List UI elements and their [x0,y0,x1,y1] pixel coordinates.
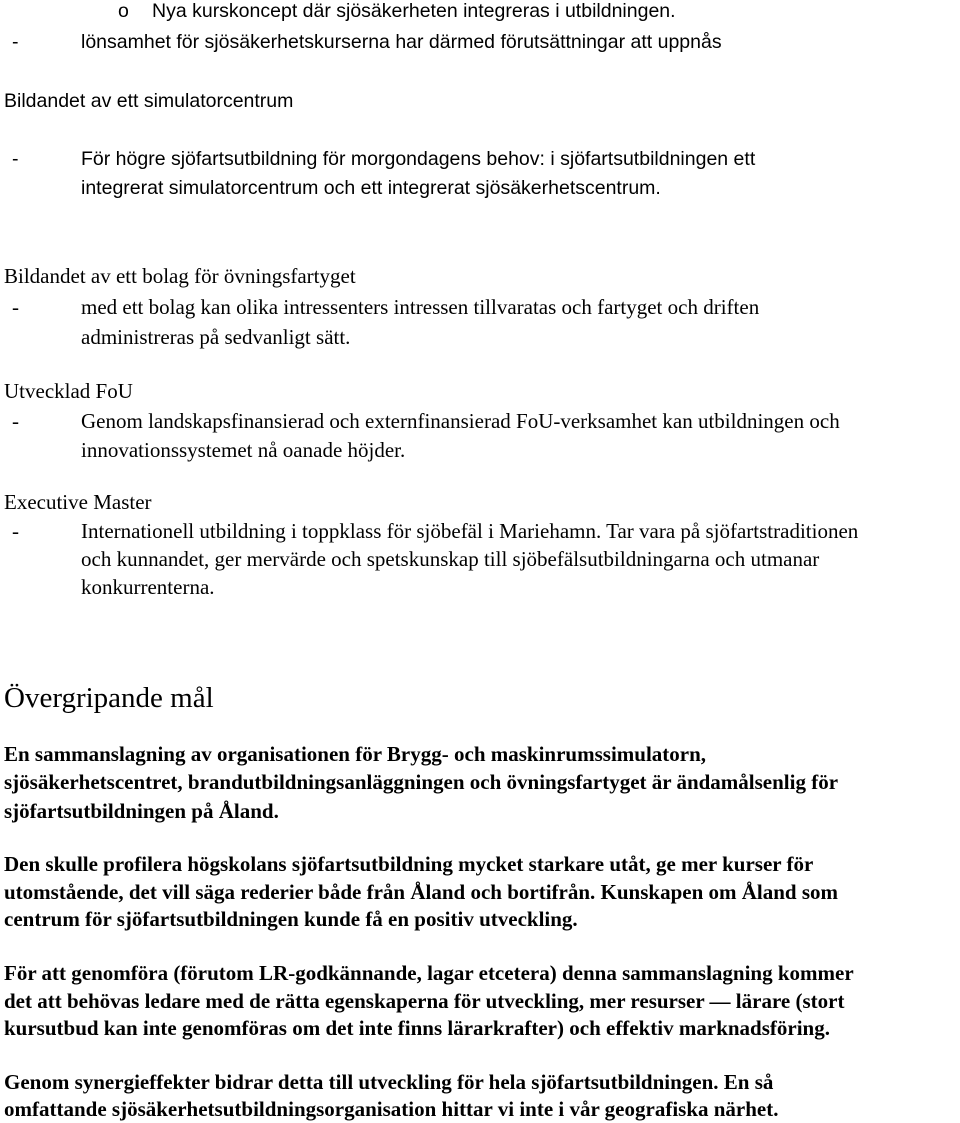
page-heading: Övergripande mål [4,682,214,714]
executive-line-2: och kunnandet, ger mervärde och spetskunskap till sjöbefälsutbildningarna och utmanar [81,547,820,571]
dash-marker: - [12,31,19,53]
simulator-line-2: integrerat simulatorcentrum och ett integrerat sjösäkerhetscentrum. [81,177,661,199]
para2-line-2: utomstående, det vill säga rederier både från Åland och bortifrån. Kunskapen om Åland som [4,880,839,904]
dash-marker: - [12,409,19,433]
para2-line-3: centrum för sjöfartsutbildningen kunde få en positiv utveckling. [4,907,578,931]
dash-marker: - [12,148,19,170]
bolag-line-2: administreras på sedvanligt sätt. [81,325,351,349]
bullet-marker: o [118,0,129,22]
bolag-line-1: med ett bolag kan olika intressenters intressen tillvaratas och fartyget och driften [81,295,760,319]
section-title-bolag: Bildandet av ett bolag för övningsfartyget [4,264,356,288]
para1-line-3: sjöfartsutbildningen på Åland. [4,799,279,823]
dash-marker: - [12,519,19,543]
para4-line-2: omfattande sjösäkerhetsutbildningsorganisation hittar vi inte i vår geografiska närhet. [4,1097,779,1121]
section-title-executive: Executive Master [4,490,152,514]
simulator-line-1: För högre sjöfartsutbildning för morgondagens behov: i sjöfartsutbildningen ett [81,148,756,170]
para2-line-1: Den skulle profilera högskolans sjöfartsutbildning mycket starkare utåt, ge mer kurser för [4,852,814,876]
para3-line-3: kursutbud kan inte genomföras om det inte finns lärarkrafter) och effektiv marknadsföring. [4,1016,830,1040]
para1-line-1: En sammanslagning av organisationen för Brygg- och maskinrumssimulatorn, [4,742,707,766]
intro-dash-text: lönsamhet för sjösäkerhetskurserna har därmed förutsättningar att uppnås [81,31,722,53]
section-title-fou: Utvecklad FoU [4,379,133,403]
executive-line-3: konkurrenterna. [81,575,215,599]
top-bullet-text: Nya kurskoncept där sjösäkerheten integreras i utbildningen. [152,0,676,22]
fou-line-2: innovationssystemet nå oanade höjder. [81,438,406,462]
para1-line-2: sjösäkerhetscentret, brandutbildningsanläggningen och övningsfartyget är ändamålsenlig för [4,770,839,794]
para3-line-1: För att genomföra (förutom LR-godkännande, lagar etcetera) denna sammanslagning kommer [4,961,854,985]
para3-line-2: det att behövas ledare med de rätta egenskaperna för utveckling, mer resurser — lärare (stort [4,989,845,1013]
fou-line-1: Genom landskapsfinansierad och externfinansierad FoU-verksamhet kan utbildningen och [81,409,840,433]
section-title-simulator: Bildandet av ett simulatorcentrum [4,90,294,112]
dash-marker: - [12,295,19,319]
executive-line-1: Internationell utbildning i toppklass för sjöbefäl i Mariehamn. Tar vara på sjöfartstraditionen [81,519,859,543]
para4-line-1: Genom synergieffekter bidrar detta till utveckling för hela sjöfartsutbildningen. En så [4,1070,774,1094]
